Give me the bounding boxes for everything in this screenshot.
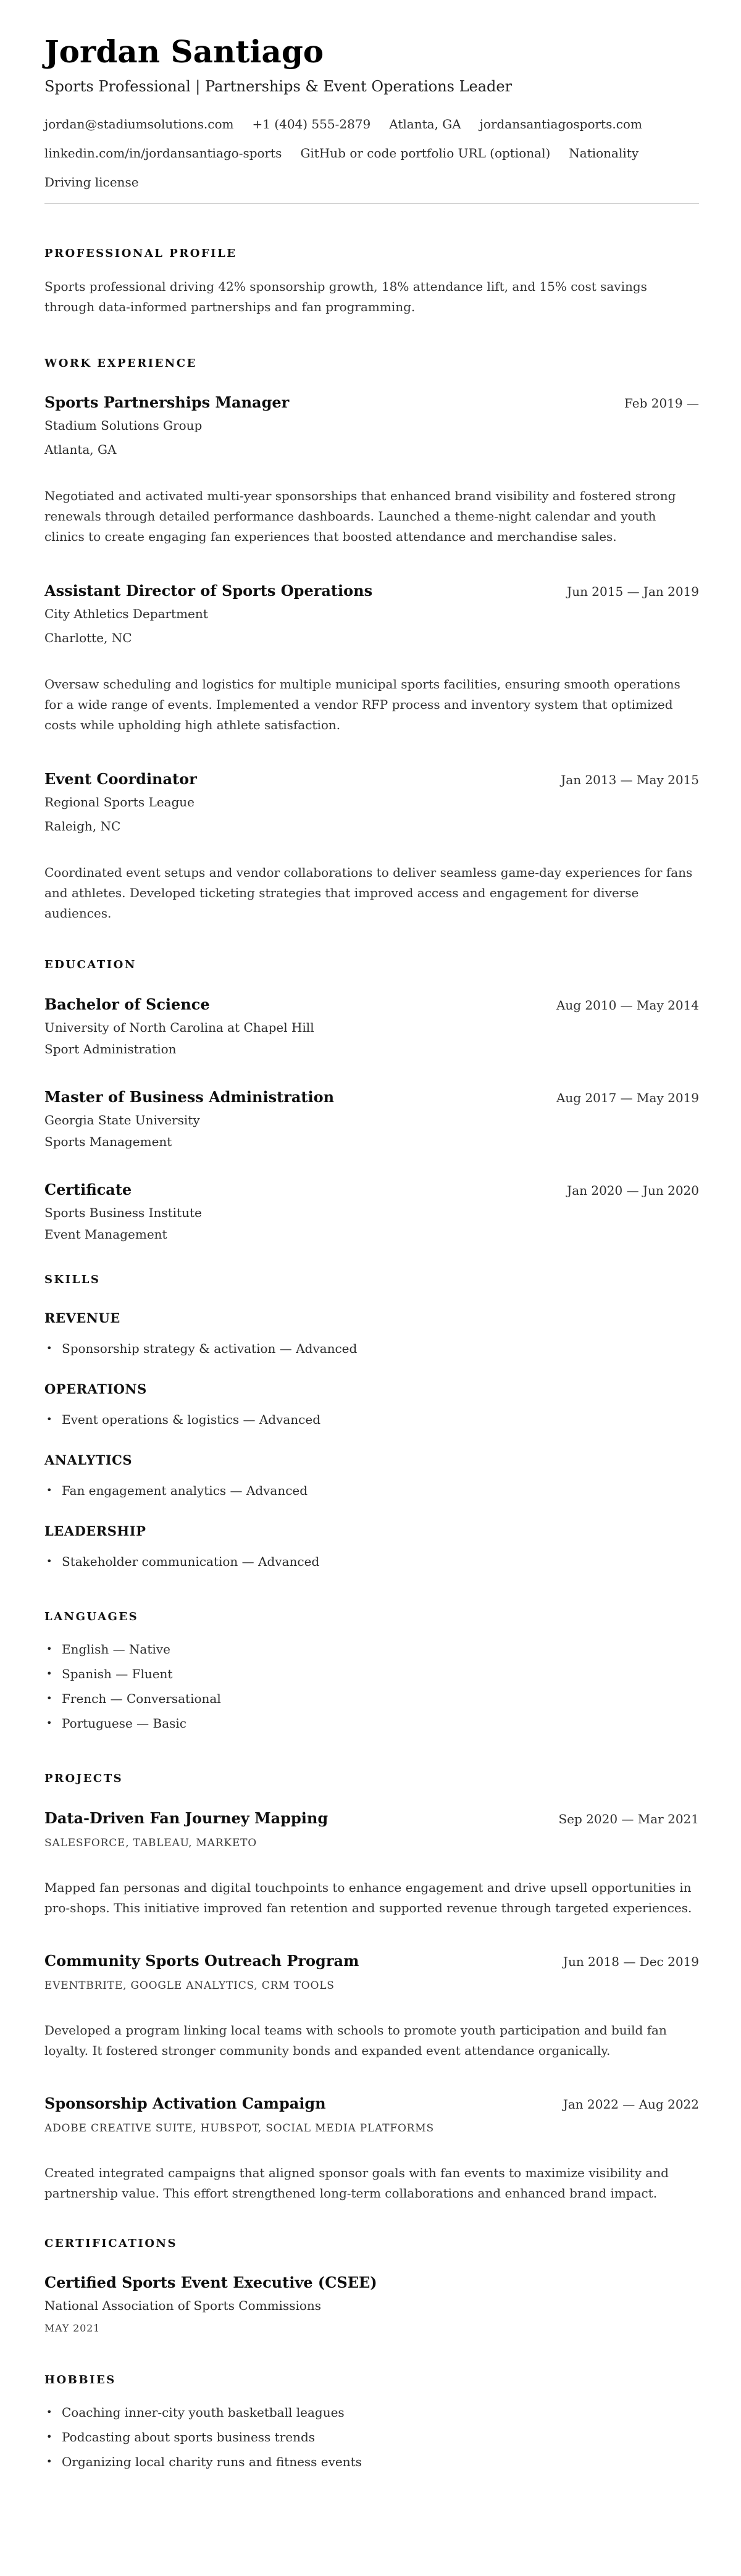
contact-row (44, 116, 699, 132)
section-languages (44, 1610, 699, 1733)
section-heading: PROFESSIONAL PROFILE (44, 247, 237, 261)
job-head (44, 582, 699, 600)
project-entry (44, 1809, 699, 1918)
skill-item: • Stakeholder communication — Advanced (44, 1552, 699, 1571)
project-title: Sponsorship Activation Campaign (44, 2094, 326, 2112)
candidate-name: Jordan Santiago (44, 33, 324, 70)
project-description: Created integrated campaigns that aligned sponsor goals with fan events to maximize visibility and partnership value. This effort strengthened long-term collaborations and enhanced brand impact. (44, 2165, 669, 2201)
language-list (44, 1640, 699, 1733)
job-entry (44, 393, 699, 547)
education-dates: Aug 2010 — May 2014 (556, 997, 699, 1013)
candidate-headline: Sports Professional | Partnerships & Event Operations Leader (44, 78, 513, 95)
job-entry (44, 582, 699, 735)
school-name: Sports Business Institute (44, 1205, 202, 1220)
project-tools: EVENTBRITE, GOOGLE ANALYTICS, CRM TOOLS (44, 1979, 335, 1992)
project-head (44, 1952, 699, 1970)
section-heading: SKILLS (44, 1273, 101, 1286)
project-description: Mapped fan personas and digital touchpoints to enhance engagement and drive upsell opportunities in pro-shops. This initiative improved fan retention and supported revenue through targeted experiences. (44, 1880, 692, 1915)
project-entry (44, 2094, 699, 2204)
contact-driving-license-placeholder: Driving license (44, 175, 139, 190)
contact-nationality-placeholder: Nationality (569, 146, 639, 161)
language-item: • Spanish — Fluent (44, 1665, 699, 1683)
language-item: • French — Conversational (44, 1689, 699, 1708)
school-name: University of North Carolina at Chapel Hill (44, 1019, 314, 1035)
header-divider (44, 203, 699, 204)
hobby-item: • Organizing local charity runs and fitness events (44, 2453, 699, 2471)
education-head (44, 995, 699, 1014)
education-entry (44, 995, 699, 1057)
project-entry (44, 1952, 699, 2061)
hobby-list (44, 2403, 699, 2471)
degree-title: Bachelor of Science (44, 995, 210, 1013)
degree-title: Certificate (44, 1180, 132, 1198)
project-head (44, 1809, 699, 1828)
job-description: Coordinated event setups and vendor collaborations to deliver seamless game-day experiences for fans and athletes. Developed ticketing strategies that improved access and engagement for diverse audiences. (44, 865, 693, 921)
section-heading: WORK EXPERIENCE (44, 356, 197, 370)
language-item: • English — Native (44, 1640, 699, 1658)
job-title: Event Coordinator (44, 770, 197, 788)
contact-phone: +1 (404) 555-2879 (252, 117, 371, 132)
hobby-item: • Coaching inner-city youth basketball leagues (44, 2403, 699, 2422)
job-description: Oversaw scheduling and logistics for multiple municipal sports facilities, ensuring smooth operations for a wide range of events. Implemented a vendor RFP process and inventory system that optimized costs while upholding high athlete satisfaction. (44, 677, 680, 733)
profile-summary: Sports professional driving 42% sponsorship growth, 18% attendance lift, and 15% cost savings through data-informed partnerships and fan programming. (44, 278, 647, 314)
section-heading: EDUCATION (44, 958, 136, 972)
project-title: Community Sports Outreach Program (44, 1951, 359, 1970)
skill-item: • Sponsorship strategy & activation — Advanced (44, 1339, 699, 1358)
job-company: Regional Sports League (44, 795, 195, 810)
project-tools: ADOBE CREATIVE SUITE, HUBSPOT, SOCIAL MEDIA PLATFORMS (44, 2122, 434, 2135)
job-description: Negotiated and activated multi-year sponsorships that enhanced brand visibility and fostered strong renewals through detailed performance dashboards. Launched a theme-night calendar and youth clinics to create engaging fan experiences that boosted attendance and merchandise sales. (44, 488, 676, 545)
field-of-study: Sports Management (44, 1134, 172, 1149)
contact-row (44, 145, 699, 161)
contact-location: Atlanta, GA (389, 117, 461, 132)
job-dates: Jan 2013 — May 2015 (561, 772, 699, 788)
contact-website: jordansantiagosports.com (479, 117, 642, 132)
language-item: • Portuguese — Basic (44, 1714, 699, 1733)
skill-category-title: REVENUE (44, 1310, 120, 1326)
job-head (44, 770, 699, 788)
job-company: Stadium Solutions Group (44, 418, 203, 433)
skill-list (44, 1481, 699, 1500)
section-projects (44, 1772, 699, 2204)
education-entry (44, 1088, 699, 1150)
skill-category-title: OPERATIONS (44, 1381, 147, 1397)
contact-info (44, 116, 699, 190)
contact-email: jordan@stadiumsolutions.com (44, 117, 234, 132)
project-dates: Sep 2020 — Mar 2021 (558, 1811, 699, 1826)
section-hobbies (44, 2373, 699, 2471)
skill-category-block (44, 1452, 699, 1500)
resume-header (44, 35, 699, 204)
education-head (44, 1181, 699, 1199)
job-title: Sports Partnerships Manager (44, 393, 290, 412)
section-professional-profile (44, 247, 699, 317)
field-of-study: Event Management (44, 1226, 167, 1242)
education-dates: Aug 2017 — May 2019 (556, 1090, 699, 1105)
education-dates: Jan 2020 — Jun 2020 (567, 1182, 699, 1198)
skill-category-block (44, 1310, 699, 1358)
section-education (44, 958, 699, 1242)
certification-organization: National Association of Sports Commissions (44, 2298, 322, 2314)
project-title: Data-Driven Fan Journey Mapping (44, 1809, 329, 1827)
education-entry (44, 1181, 699, 1242)
certification-entry (44, 2273, 699, 2334)
skill-item: • Fan engagement analytics — Advanced (44, 1481, 699, 1500)
project-tools: SALESFORCE, TABLEAU, MARKETO (44, 1836, 257, 1849)
section-skills (44, 1273, 699, 1571)
job-location: Charlotte, NC (44, 630, 132, 646)
section-heading: PROJECTS (44, 1771, 124, 1785)
contact-row (44, 174, 699, 190)
job-company: City Athletics Department (44, 606, 208, 622)
field-of-study: Sport Administration (44, 1041, 177, 1056)
skill-list (44, 1552, 699, 1571)
skill-category-title: ANALYTICS (44, 1452, 133, 1468)
job-location: Raleigh, NC (44, 819, 121, 834)
certification-title: Certified Sports Event Executive (CSEE) (44, 2273, 377, 2292)
skill-category-block (44, 1523, 699, 1571)
hobby-item: • Podcasting about sports business trends (44, 2428, 699, 2446)
job-entry (44, 770, 699, 924)
skill-item: • Event operations & logistics — Advanced (44, 1410, 699, 1429)
section-heading: LANGUAGES (44, 1610, 139, 1624)
job-location: Atlanta, GA (44, 442, 117, 458)
degree-title: Master of Business Administration (44, 1087, 335, 1106)
project-dates: Jun 2018 — Dec 2019 (563, 1954, 699, 1969)
education-head (44, 1088, 699, 1106)
school-name: Georgia State University (44, 1112, 200, 1127)
job-dates: Feb 2019 — (624, 396, 699, 411)
job-title: Assistant Director of Sports Operations (44, 582, 373, 600)
contact-github-placeholder: GitHub or code portfolio URL (optional) (300, 146, 551, 161)
project-head (44, 2094, 699, 2113)
job-head (44, 393, 699, 412)
section-heading: HOBBIES (44, 2373, 116, 2387)
certification-date: MAY 2021 (44, 2322, 101, 2335)
section-heading: CERTIFICATIONS (44, 2236, 177, 2250)
contact-linkedin: linkedin.com/in/jordansantiago-sports (44, 146, 282, 161)
section-work-experience (44, 357, 699, 924)
skill-category-block (44, 1381, 699, 1429)
project-description: Developed a program linking local teams with schools to promote youth participation and build fan loyalty. It fostered stronger community bonds and expanded event attendance organically. (44, 2022, 667, 2058)
project-dates: Jan 2022 — Aug 2022 (563, 2096, 699, 2112)
job-dates: Jun 2015 — Jan 2019 (567, 584, 699, 600)
skill-list (44, 1339, 699, 1358)
skill-category-title: LEADERSHIP (44, 1523, 146, 1539)
skill-list (44, 1410, 699, 1429)
section-certifications (44, 2237, 699, 2335)
